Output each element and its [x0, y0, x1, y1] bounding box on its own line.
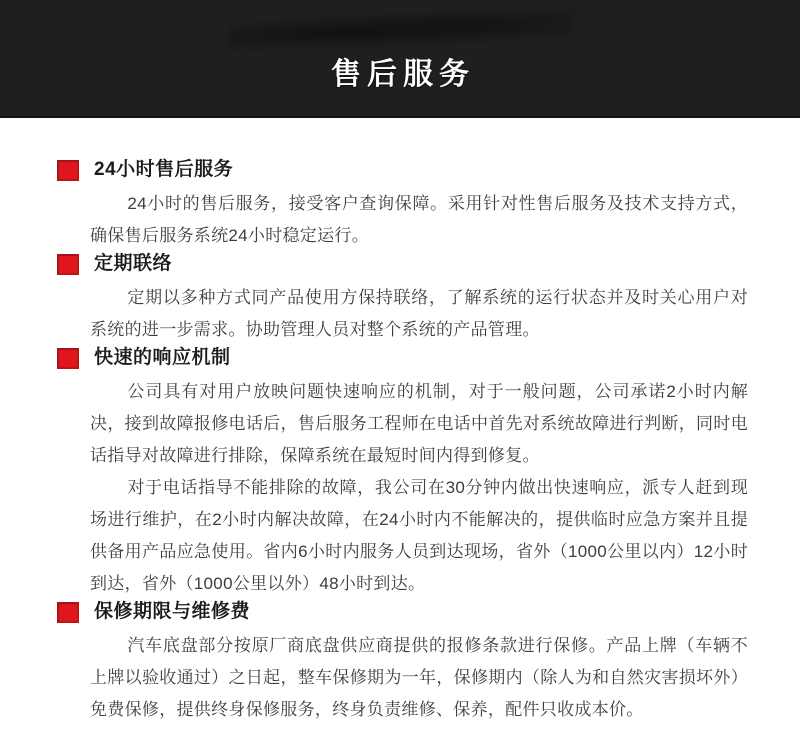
- red-square-bullet-icon: [57, 254, 79, 275]
- content: [0, 118, 800, 726]
- section-heading-row: [57, 600, 748, 624]
- section-heading-row: [57, 252, 748, 276]
- section-heading: 24小时售后服务: [94, 159, 234, 180]
- section-heading-row: [57, 346, 748, 370]
- red-square-bullet-icon: [57, 348, 79, 369]
- section-heading-row: [57, 158, 748, 182]
- section-heading: 定期联络: [94, 253, 173, 274]
- section-regular-contact: [57, 252, 748, 346]
- red-square-bullet-icon: [57, 602, 79, 623]
- section-warranty: [57, 600, 748, 726]
- section-heading: 保修期限与维修费: [94, 601, 251, 622]
- section-rapid-response: [57, 346, 748, 600]
- paragraph: 汽车底盘部分按原厂商底盘供应商提供的报修条款进行保修。产品上牌（车辆不上牌以验收通过）之日起，整车保修期为一年，保修期内（除人为和自然灾害损坏外）免费保修，提供终身保修服务，终身负责维修、保养，配件只收成本价。: [90, 636, 748, 719]
- page-title: 售后服务: [331, 58, 475, 91]
- red-square-bullet-icon: [57, 160, 79, 181]
- paragraph: 24小时的售后服务，接受客户查询保障。采用针对性售后服务及技术支持方式，确保售后服务系统24小时稳定运行。: [90, 194, 748, 245]
- section-heading: 快速的响应机制: [94, 347, 231, 368]
- page-header: [0, 0, 800, 118]
- section-24h-service: [57, 158, 748, 252]
- paragraph: 公司具有对用户放映问题快速响应的机制，对于一般问题，公司承诺2小时内解决，接到故障报修电话后，售后服务工程师在电话中首先对系统故障进行判断，同时电话指导对故障进行排除，保障系统在最短时间内得到修复。: [90, 382, 748, 465]
- watermark: [223, 8, 577, 54]
- paragraph: 定期以多种方式同产品使用方保持联络，了解系统的运行状态并及时关心用户对系统的进一步需求。协助管理人员对整个系统的产品管理。: [90, 288, 748, 339]
- paragraph: 对于电话指导不能排除的故障，我公司在30分钟内做出快速响应，派专人赶到现场进行维护，在2小时内解决故障，在24小时内不能解决的，提供临时应急方案并且提供备用产品应急使用。省内6小时内服务人员到达现场，省外（1000公里以内）12小时到达，省外（1000公里以外）48小时到达。: [90, 478, 748, 593]
